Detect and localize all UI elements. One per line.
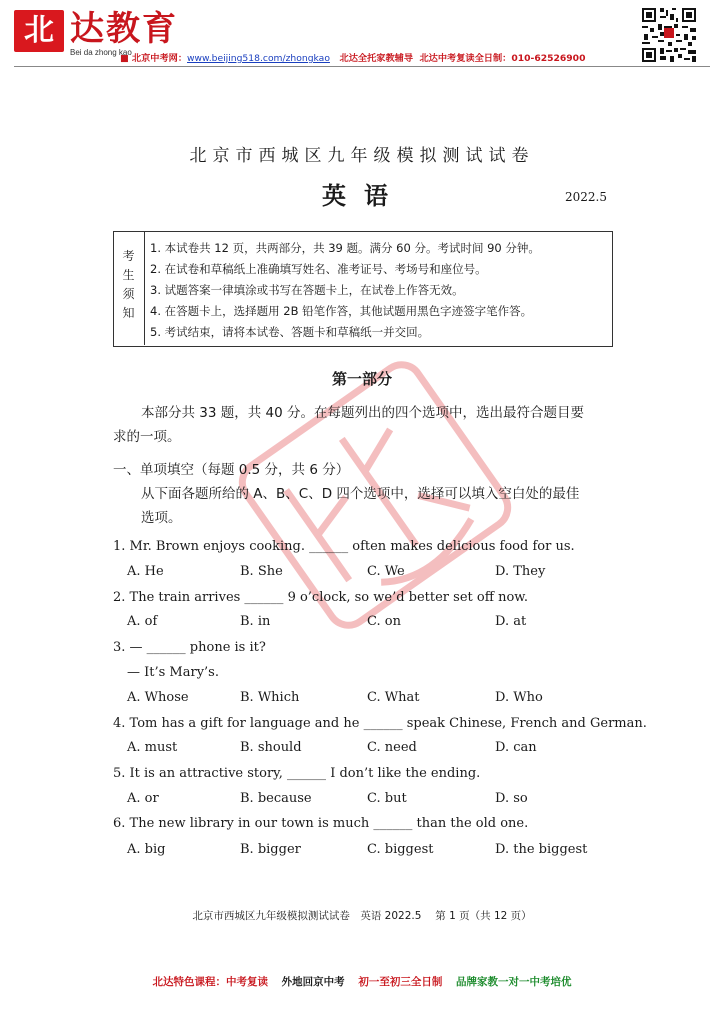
option: D. the biggest [495,842,588,857]
promo-item[interactable]: 品牌家教一对一中考培优 [455,976,572,988]
site-label: ■ 北京中考网： [120,53,188,64]
option: A. must [127,740,178,755]
section-title: 一、单项填空（每题 0.5 分，共 6 分） [113,462,350,478]
option: C. on [367,614,401,629]
exam-date: 2022.5 [565,190,607,204]
question-stem: 3. — ______ phone is it? [113,640,266,655]
notice-item: 1. 本试卷共 12 页，共两部分，共 39 题。满分 60 分。考试时间 90 分钟。 [150,241,540,255]
tutoring-text: 北达全托家教辅导 [339,53,414,64]
logo-subtitle: Bei da zhong kao [70,48,132,57]
notice-side-label: 考 生 须 知 [113,231,145,345]
notice-item: 3. 试题答案一律填涂或书写在答题卡上，在试卷上作答无效。 [150,283,464,297]
option: D. Who [495,690,543,705]
option: C. but [367,791,407,806]
option: C. We [367,564,405,579]
page-footer: 北京市西城区九年级模拟测试试卷 英语 2022.5 第 1 页（共 12 页） [192,910,532,922]
part-intro-cont: 求的一项。 [113,429,181,445]
option: A. or [127,791,159,806]
exam-title: 北京市西城区九年级模拟测试试卷 [189,146,535,166]
promo-bar [0,974,724,989]
option: A. big [127,842,166,857]
option: A. Whose [127,690,189,705]
option: C. What [367,690,420,705]
option: A. He [127,564,164,579]
header-divider [14,66,710,67]
question-stem: 2. The train arrives ______ 9 o’clock, so we’d better set off now. [113,590,528,605]
logo-text: 达教育 [70,9,178,49]
option: D. so [495,791,528,806]
option: D. can [495,740,537,755]
question-stem: 6. The new library in our town is much ______ than the old one. [113,816,529,831]
notice-item: 5. 考试结束，请将本试卷、答题卡和草稿纸一并交回。 [150,325,430,339]
logo-mark: 北 [14,10,64,52]
option: C. biggest [367,842,434,857]
notice-item: 4. 在答题卡上，选择题用 2B 铅笔作答，其他试题用黑色字迹签字笔作答。 [150,304,533,318]
promo-item[interactable]: 初一至初三全日制 [358,976,443,988]
subject-title: 英语 [322,181,406,210]
question-stem: 4. Tom has a gift for language and he ______ speak Chinese, French and German. [113,716,647,731]
section-instruction: 从下面各题所给的 A、B、C、D 四个选项中，选择可以填入空白处的最佳 [141,486,580,502]
option: C. need [367,740,417,755]
option: D. They [495,564,546,579]
question-reply: — It’s Mary’s. [127,665,219,680]
site-link[interactable]: www.beijing518.com/zhongkao [187,53,330,64]
option: D. at [495,614,527,629]
option: B. because [240,791,312,806]
question-stem: 5. It is an attractive story, ______ I don’t like the ending. [113,766,481,781]
option: B. bigger [240,842,301,857]
option: B. in [240,614,271,629]
option: B. She [240,564,283,579]
option: A. of [127,614,158,629]
option: B. should [240,740,302,755]
option: B. Which [240,690,300,705]
notice-item: 2. 在试卷和草稿纸上准确填写姓名、准考证号、考场号和座位号。 [150,262,487,276]
promo-item[interactable]: 北达特色课程：中考复读 [152,976,269,988]
question-stem: 1. Mr. Brown enjoys cooking. ______ often makes delicious food for us. [113,539,575,554]
qr-code-icon [640,6,698,64]
promo-item[interactable]: 外地回京中考 [281,976,345,988]
part-intro: 本部分共 33 题，共 40 分。在每题列出的四个选项中，选出最符合题目要 [141,405,585,421]
header-info-line [120,50,585,64]
section-instruction-cont: 选项。 [141,510,182,526]
hotline-text: 北达中考复读全日制：010-62526900 [419,53,586,64]
part-title: 第一部分 [331,370,392,388]
